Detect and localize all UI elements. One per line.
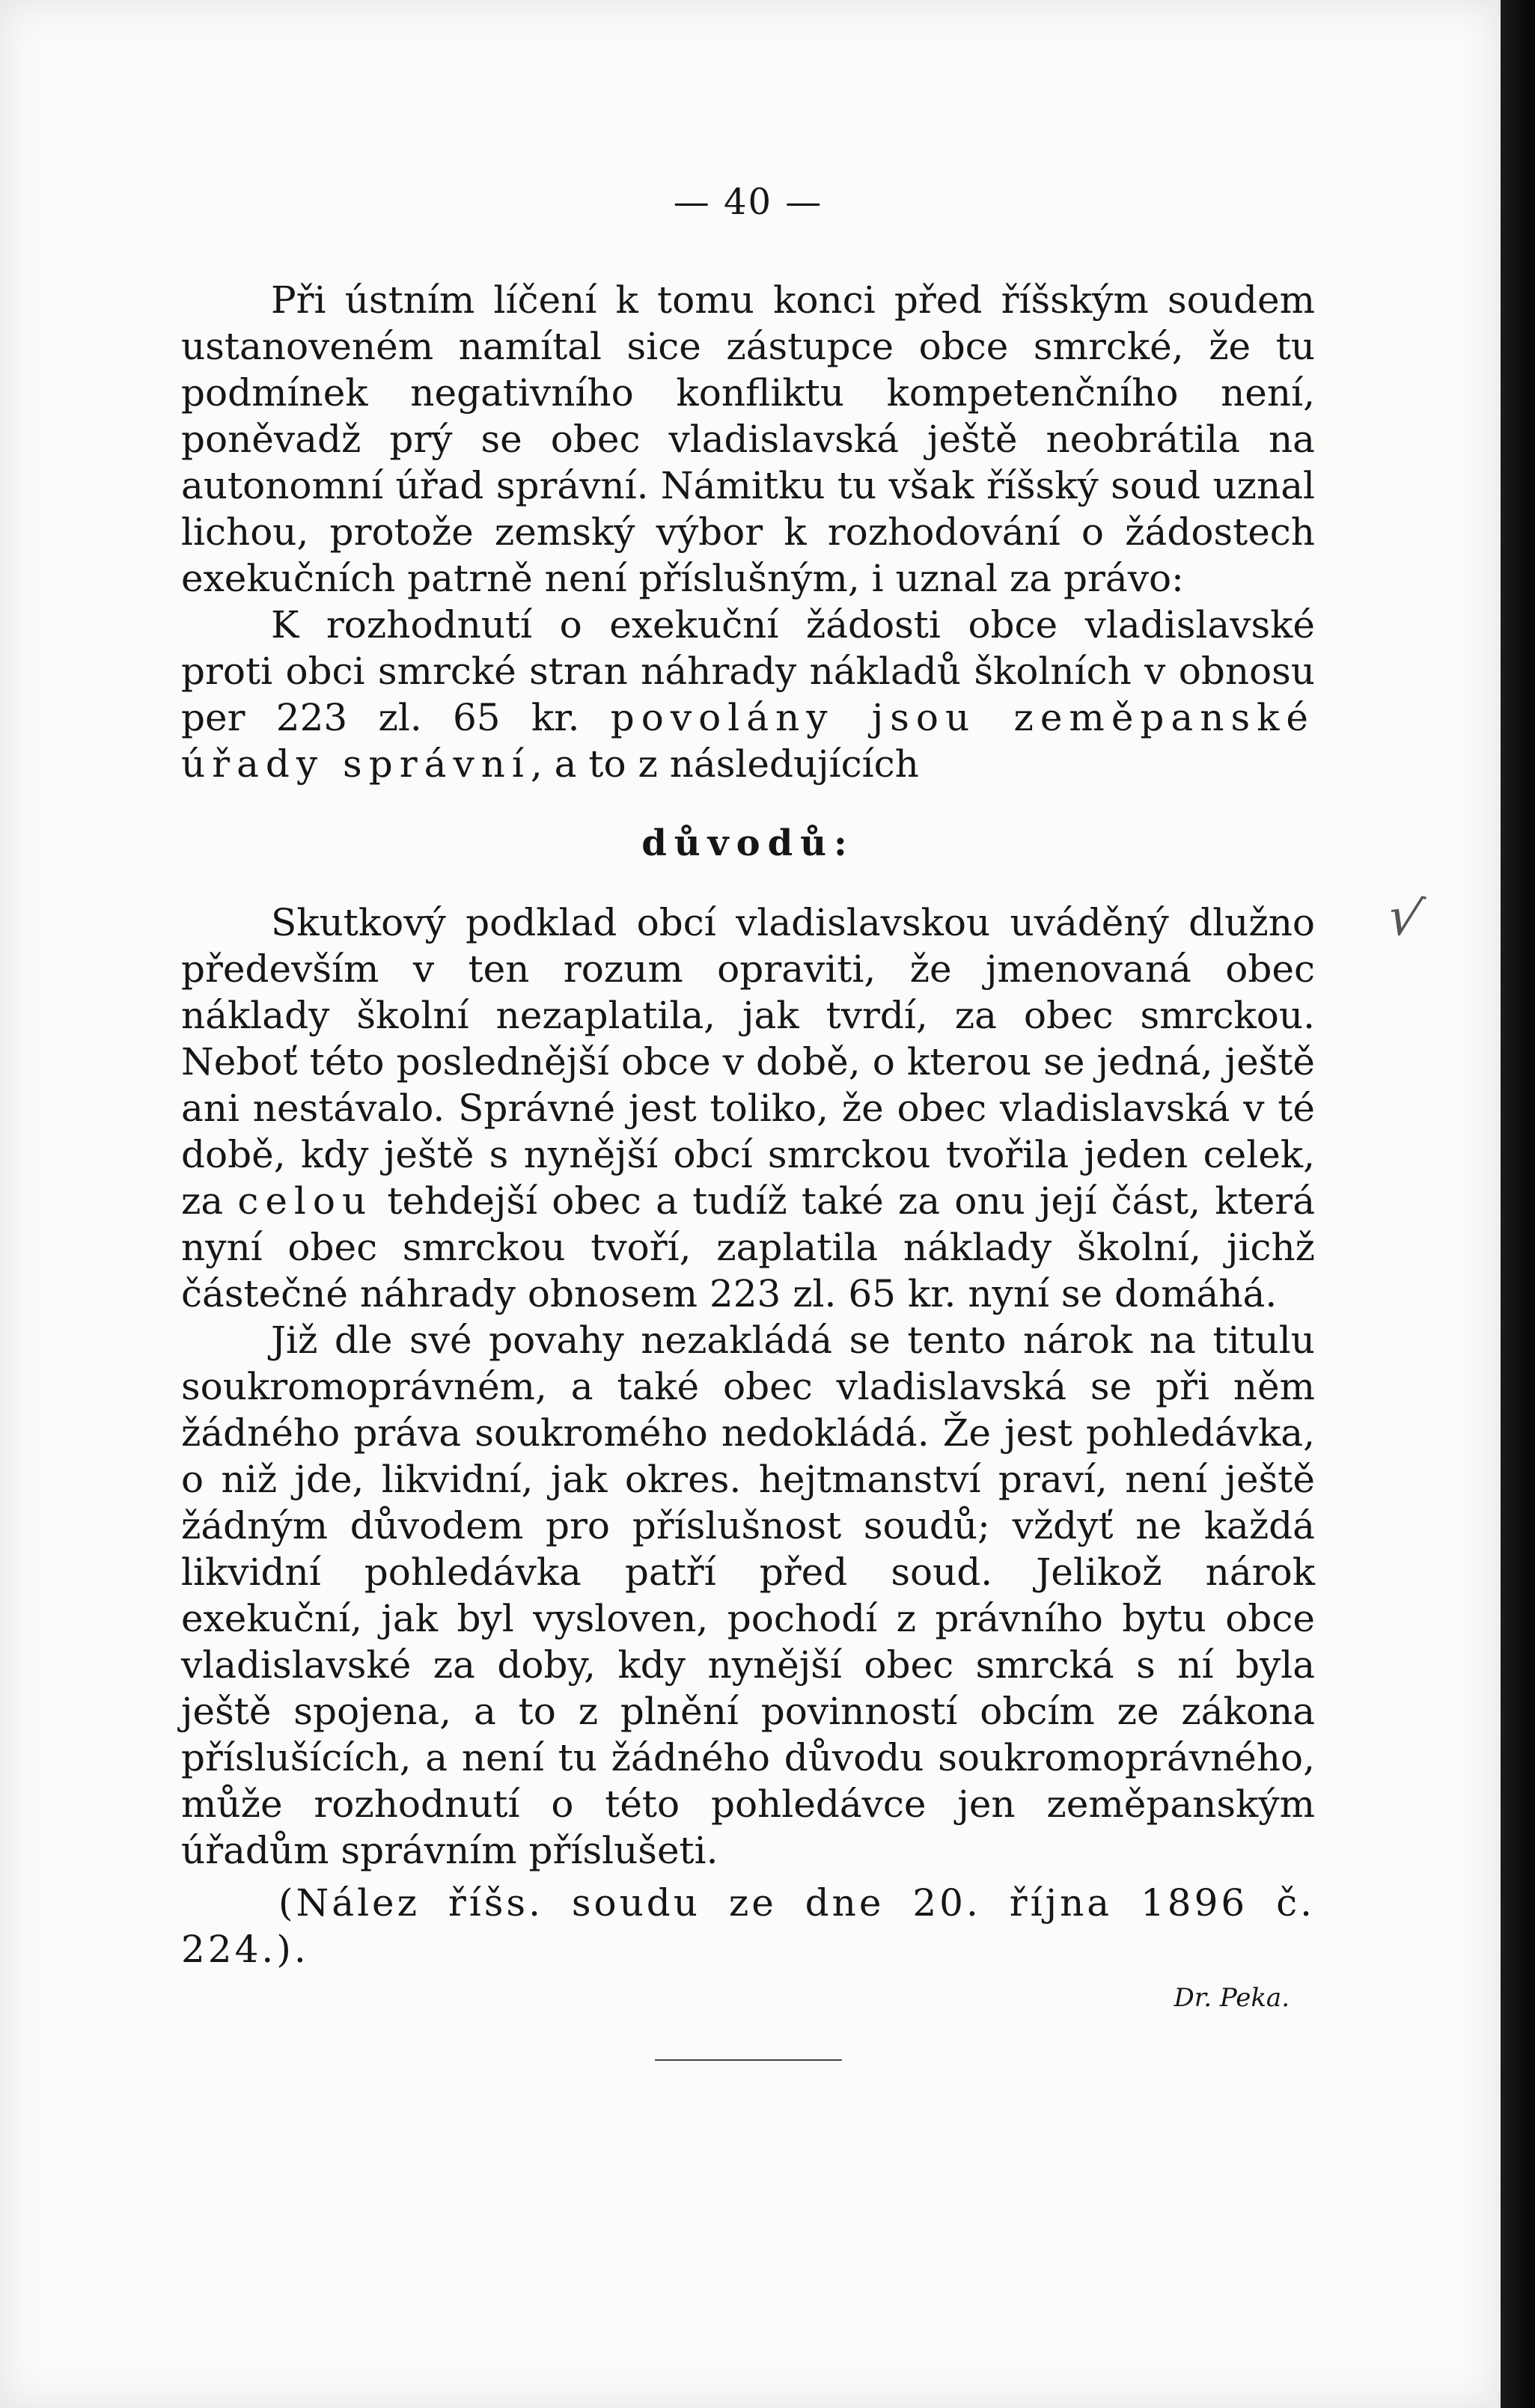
closing-rule bbox=[655, 2059, 842, 2061]
signature: Dr. Peka. bbox=[1174, 1983, 1290, 2013]
paragraph-3 bbox=[181, 899, 1315, 1317]
paragraph-4: Již dle své povahy nezakládá se tento nárok na titulu soukromoprávném, a také obec vladislavská se při něm žádného práva soukromého nedokládá. Že jest pohledávka, o niž jde, likvidní, jak okres. hejtmanství praví, není ještě žádným důvodem pro příslušnost soudů; vždyť ne každá likvidní pohledávka patří před soud. Jelikož nárok exekuční, jak byl vysloven, pochodí z právního bytu obce vladislavské za doby, kdy nynější obec smrcká s ní byla ještě spojena, a to z plnění povinností obcím ze zákona příslušících, a není tu žádného důvodu soukromoprávného, může rozhodnutí o této pohledávce jen zeměpanským úřadům správním příslušeti. bbox=[181, 1318, 1315, 1872]
page-edge-shadow bbox=[1501, 0, 1535, 2408]
paragraph-3-text-after: tehdejší obec a tudíž také za onu její část, která nyní obec smrckou tvoří, zaplatila náklady školní, jichž částečné náhrady obnosem 223 zl. 65 kr. nyní se domáhá. bbox=[181, 1179, 1316, 1315]
page-number: — 40 — bbox=[673, 181, 823, 223]
paragraph-2 bbox=[181, 602, 1315, 787]
paragraph-1: Při ústním líčení k tomu konci před říšským soudem ustanoveném namítal sice zástupce obce smrcké, že tu podmínek negativního konfliktu kompetenčního není, poněvadž prý se obec vladislavská ještě neobrátila na autonomní úřad správní. Námitku tu však říšský soud uznal lichou, protože zemský výbor k rozhodování o žádostech exekučních patrně není příslušným, i uznal za právo: bbox=[181, 278, 1315, 600]
paragraph-2-text-after: , a to z následujících bbox=[530, 742, 919, 786]
citation: (Nález říšs. soudu ze dne 20. října 1896 č. 224.). bbox=[181, 1881, 1315, 1971]
paragraph-3-text-before: Skutkový podklad obcí vladislavskou uváděný dlužno především v ten rozum opraviti, že jmenovaná obec náklady školní nezaplatila, jak tvrdí, za obec smrckou. Neboť této poslednější obce v době, o kterou se jedná, ještě ani nestávalo. Správné jest toliko, že obec vladislavská v té době, kdy ještě s nynější obcí smrckou tvořila jeden celek, za bbox=[181, 901, 1315, 1223]
margin-pencil-mark-icon: √ bbox=[1382, 884, 1428, 951]
paragraph-2-text-before: K rozhodnutí o exekuční žádosti obce vladislavské proti obci smrcké stran náhrady nákladů školních v obnosu per 223 zl. 65 kr. bbox=[181, 603, 1315, 739]
section-heading: důvodů: bbox=[641, 822, 855, 864]
paragraph-2-spaced-text: povolány jsou zeměpanské úřady správní bbox=[181, 696, 1315, 786]
page-content bbox=[181, 180, 1315, 2061]
paragraph-3-spaced-text: celou bbox=[237, 1179, 373, 1223]
